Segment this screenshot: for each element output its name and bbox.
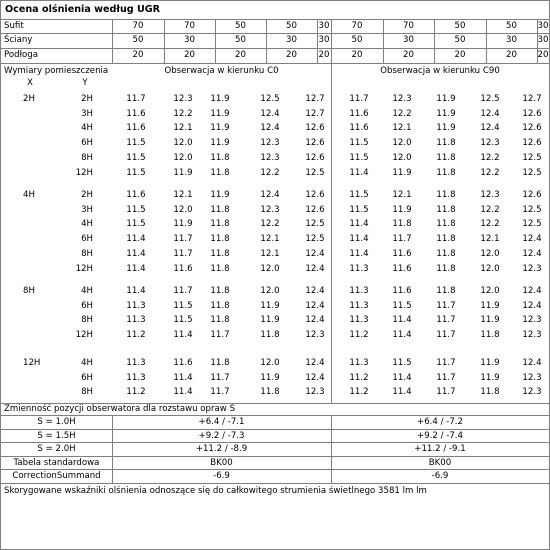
- ugr-value-c0: 11.7: [210, 330, 230, 341]
- ugr-value-c0: 12.5: [305, 234, 325, 245]
- room-y-dimension: 2H: [81, 190, 93, 200]
- ugr-value-c0: 11.8: [210, 234, 230, 245]
- ugr-value-c0: 11.5: [126, 138, 146, 149]
- ugr-value-c0: 12.6: [305, 190, 325, 200]
- room-y-dimension: 4H: [81, 219, 93, 230]
- ugr-value-c90: 11.9: [480, 358, 500, 368]
- ugr-value-c0: 12.4: [260, 190, 280, 200]
- ugr-value-c0: 12.4: [305, 372, 325, 383]
- ugr-value-c0: 11.9: [173, 219, 193, 230]
- ugr-value-c0: 11.5: [173, 300, 193, 311]
- room-y-dimension: 4H: [81, 286, 93, 296]
- ugr-value-c0: 12.4: [305, 263, 325, 274]
- room-x-dimension: 2H: [23, 94, 35, 104]
- reflectance-value: 20: [537, 50, 549, 60]
- reflectance-value: 70: [184, 21, 195, 31]
- ugr-value-c90: 11.6: [392, 286, 412, 296]
- ugr-value-c90: 11.3: [349, 300, 369, 311]
- reflectance-value: 30: [537, 21, 549, 31]
- ugr-value-c90: 12.2: [392, 108, 412, 119]
- room-y-dimension: 12H: [75, 330, 93, 341]
- ugr-value-c90: 11.4: [392, 330, 412, 341]
- variation-c90: +9.2 / -7.4: [417, 431, 463, 441]
- ugr-value-c90: 12.5: [522, 204, 542, 215]
- room-y-dimension: 8H: [81, 152, 93, 163]
- reflectance-value: 50: [454, 35, 466, 45]
- room-x-dimension: 12H: [23, 358, 41, 368]
- ugr-value-c90: 12.4: [522, 234, 542, 245]
- ugr-value-c90: 11.3: [349, 315, 369, 326]
- ugr-value-c0: 11.5: [173, 315, 193, 326]
- ugr-value-c90: 11.8: [436, 138, 456, 149]
- room-y-dimension: 6H: [81, 300, 93, 311]
- ugr-value-c0: 11.6: [126, 190, 146, 200]
- ugr-value-c0: 11.6: [126, 123, 146, 134]
- ugr-value-c90: 11.9: [436, 123, 456, 134]
- reflectance-value: 50: [351, 35, 363, 45]
- ugr-value-c90: 11.5: [349, 138, 369, 149]
- reflectance-value: 20: [132, 50, 144, 60]
- room-x-dimension: 4H: [23, 190, 35, 200]
- ugr-value-c90: 11.9: [436, 108, 456, 119]
- ugr-value-c90: 11.8: [436, 152, 456, 163]
- ugr-value-c90: 11.7: [349, 94, 369, 104]
- reflectance-value: 50: [286, 21, 297, 31]
- room-y-dimension: 6H: [81, 372, 93, 383]
- ugr-value-c90: 11.8: [436, 204, 456, 215]
- ugr-value-c0: 11.8: [260, 330, 280, 341]
- ugr-value-c90: 11.8: [392, 219, 412, 230]
- ugr-value-c90: 11.7: [436, 330, 456, 341]
- reflectance-value: 20: [318, 50, 330, 60]
- ugr-value-c90: 12.0: [480, 248, 500, 259]
- ugr-value-c0: 11.5: [126, 219, 146, 230]
- ugr-value-c90: 12.4: [522, 286, 542, 296]
- ugr-value-c90: 11.7: [392, 234, 412, 245]
- ugr-value-c0: 11.7: [126, 94, 146, 104]
- ugr-value-c0: 11.4: [126, 263, 146, 274]
- ugr-value-c0: 11.6: [173, 263, 193, 274]
- ugr-value-c0: 12.0: [260, 263, 280, 274]
- ugr-value-c0: 12.0: [260, 286, 280, 296]
- reflectance-value: 20: [286, 50, 297, 60]
- standard-table-label: Tabela standardowa: [13, 458, 100, 468]
- ugr-value-c90: 11.9: [392, 204, 412, 215]
- ugr-value-c90: 11.3: [349, 358, 369, 368]
- standard-table-c0: BK00: [210, 458, 233, 468]
- room-y-dimension: 3H: [81, 204, 93, 215]
- reflectance-value: 50: [506, 21, 517, 31]
- reflectance-value: 30: [537, 35, 549, 45]
- ugr-value-c0: 11.4: [173, 387, 193, 398]
- ugr-value-c0: 11.8: [210, 248, 230, 259]
- ugr-value-c90: 11.6: [349, 123, 369, 134]
- ugr-value-c90: 12.5: [522, 219, 542, 230]
- ugr-value-c0: 11.3: [126, 315, 146, 326]
- ugr-value-c90: 12.6: [522, 190, 542, 200]
- ugr-value-c90: 11.9: [392, 167, 412, 178]
- ugr-value-c90: 12.0: [392, 138, 412, 149]
- ugr-value-c90: 11.3: [349, 263, 369, 274]
- ugr-value-c0: 12.4: [305, 248, 325, 259]
- reflectance-value: 20: [403, 50, 414, 60]
- ugr-value-c0: 11.7: [210, 387, 230, 398]
- ugr-value-c90: 12.2: [480, 167, 500, 178]
- ugr-value-c90: 12.0: [480, 263, 500, 274]
- ugr-value-c0: 12.3: [173, 94, 193, 104]
- reflectance-label: Ściany: [4, 35, 33, 45]
- correction-label: CorrectionSummand: [12, 471, 101, 481]
- ugr-value-c90: 12.1: [480, 234, 500, 245]
- ugr-value-c90: 11.4: [349, 219, 369, 230]
- room-y-dimension: 2H: [81, 94, 93, 104]
- ugr-value-c0: 11.8: [210, 204, 230, 215]
- ugr-value-c90: 11.4: [349, 234, 369, 245]
- ugr-value-c90: 12.2: [480, 152, 500, 163]
- ugr-value-c0: 12.6: [305, 152, 325, 163]
- ugr-value-c0: 11.3: [126, 300, 146, 311]
- x-label: X: [27, 78, 33, 88]
- ugr-value-c0: 11.8: [210, 263, 230, 274]
- ugr-value-c0: 12.0: [260, 358, 280, 368]
- reflectance-value: 20: [351, 50, 363, 60]
- room-y-dimension: 6H: [81, 234, 93, 245]
- reflectance-value: 70: [132, 21, 144, 31]
- reflectance-value: 50: [454, 21, 466, 31]
- ugr-value-c90: 11.9: [480, 315, 500, 326]
- footnote: Skorygowane wskaźniki olśnienia odnoszące się do całkowitego strumienia świetlnego 3581 lm lm: [4, 486, 427, 496]
- ugr-value-c90: 11.2: [349, 387, 369, 398]
- ugr-value-c90: 11.4: [349, 248, 369, 259]
- ugr-value-c90: 12.2: [480, 204, 500, 215]
- ugr-value-c90: 12.3: [480, 138, 500, 149]
- obs-c0-label: Obserwacja w kierunku C0: [164, 66, 279, 76]
- spacing-label: S = 1.5H: [37, 431, 76, 441]
- ugr-value-c90: 12.1: [392, 123, 412, 134]
- ugr-value-c0: 12.1: [173, 123, 193, 134]
- ugr-value-c0: 11.9: [260, 372, 280, 383]
- ugr-value-c90: 12.3: [522, 330, 542, 341]
- ugr-value-c0: 11.7: [210, 372, 230, 383]
- spacing-label: S = 1.0H: [37, 417, 76, 427]
- ugr-value-c0: 11.8: [260, 387, 280, 398]
- ugr-value-c90: 11.9: [436, 94, 456, 104]
- ugr-value-c0: 11.4: [126, 234, 146, 245]
- ugr-value-c0: 12.3: [260, 204, 280, 215]
- ugr-value-c0: 12.3: [305, 387, 325, 398]
- reflectance-value: 30: [184, 35, 195, 45]
- ugr-value-c0: 11.7: [173, 248, 193, 259]
- ugr-value-c90: 11.8: [436, 286, 456, 296]
- ugr-value-c0: 11.9: [210, 190, 230, 200]
- ugr-value-c0: 12.3: [260, 152, 280, 163]
- room-y-dimension: 8H: [81, 387, 93, 398]
- table-title: Ocena olśnienia według UGR: [5, 4, 161, 15]
- ugr-value-c90: 12.3: [522, 372, 542, 383]
- ugr-value-c0: 12.5: [305, 219, 325, 230]
- reflectance-value: 20: [184, 50, 195, 60]
- ugr-value-c0: 11.8: [210, 167, 230, 178]
- ugr-value-c90: 12.7: [522, 94, 542, 104]
- ugr-value-c0: 11.4: [126, 286, 146, 296]
- ugr-value-c90: 11.2: [349, 330, 369, 341]
- ugr-value-c90: 11.5: [392, 358, 412, 368]
- ugr-value-c90: 12.6: [522, 108, 542, 119]
- ugr-value-c90: 12.4: [480, 108, 500, 119]
- ugr-value-c90: 12.3: [522, 315, 542, 326]
- ugr-value-c0: 12.1: [260, 234, 280, 245]
- ugr-value-c0: 12.3: [305, 330, 325, 341]
- room-y-dimension: 8H: [81, 315, 93, 326]
- ugr-value-c90: 12.4: [522, 248, 542, 259]
- v-rule: [331, 63, 332, 403]
- ugr-value-c90: 11.8: [436, 190, 456, 200]
- h-rule: [1, 483, 549, 484]
- reflectance-value: 30: [506, 35, 517, 45]
- reflectance-value: 20: [235, 50, 246, 60]
- variation-c90: +11.2 / -9.1: [414, 444, 466, 454]
- standard-table-c90: BK00: [428, 458, 452, 468]
- room-y-dimension: 4H: [81, 358, 93, 368]
- ugr-value-c0: 11.8: [210, 315, 230, 326]
- variation-c0: +9.2 / -7.3: [198, 431, 245, 441]
- ugr-value-c0: 11.8: [210, 152, 230, 163]
- ugr-value-c0: 12.7: [305, 108, 325, 119]
- observer-variation-label: Zmienność pozycji obserwatora dla rozstawu opraw S: [4, 404, 236, 414]
- ugr-value-c90: 12.2: [480, 219, 500, 230]
- ugr-value-c0: 11.7: [173, 234, 193, 245]
- room-y-dimension: 8H: [81, 248, 93, 259]
- ugr-value-c90: 11.6: [392, 263, 412, 274]
- ugr-value-c90: 11.9: [480, 372, 500, 383]
- ugr-value-c0: 12.2: [173, 108, 193, 119]
- ugr-value-c90: 11.4: [392, 315, 412, 326]
- ugr-value-c0: 11.2: [126, 387, 146, 398]
- ugr-value-c90: 12.1: [392, 190, 412, 200]
- ugr-value-c90: 12.3: [480, 190, 500, 200]
- ugr-value-c0: 11.4: [173, 330, 193, 341]
- ugr-value-c0: 11.5: [126, 152, 146, 163]
- dimensions-label: Wymiary pomieszczenia: [4, 66, 109, 76]
- ugr-value-c90: 11.2: [349, 372, 369, 383]
- ugr-value-c90: 12.5: [480, 94, 500, 104]
- reflectance-value: 70: [351, 21, 363, 31]
- ugr-value-c90: 11.7: [436, 300, 456, 311]
- ugr-value-c90: 12.3: [522, 263, 542, 274]
- ugr-value-c0: 11.9: [210, 123, 230, 134]
- ugr-value-c0: 12.5: [260, 94, 280, 104]
- ugr-value-c90: 11.8: [436, 167, 456, 178]
- ugr-value-c0: 12.6: [305, 138, 325, 149]
- correction-c0: -6.9: [213, 471, 230, 481]
- ugr-value-c0: 11.6: [126, 108, 146, 119]
- reflectance-value: 50: [235, 21, 246, 31]
- ugr-value-c90: 11.8: [436, 234, 456, 245]
- ugr-value-c0: 11.8: [210, 300, 230, 311]
- variation-c0: +6.4 / -7.1: [198, 417, 245, 427]
- ugr-value-c0: 11.3: [126, 372, 146, 383]
- ugr-value-c0: 11.8: [210, 358, 230, 368]
- spacing-label: S = 2.0H: [37, 444, 76, 454]
- ugr-value-c90: 11.7: [436, 372, 456, 383]
- reflectance-value: 30: [286, 35, 297, 45]
- ugr-value-c90: 12.5: [522, 152, 542, 163]
- ugr-value-c90: 11.8: [436, 263, 456, 274]
- ugr-value-c0: 12.5: [305, 167, 325, 178]
- ugr-value-c0: 12.4: [305, 358, 325, 368]
- y-label: Y: [82, 78, 88, 88]
- ugr-value-c90: 12.6: [522, 138, 542, 149]
- ugr-value-c90: 12.4: [522, 300, 542, 311]
- ugr-value-c0: 12.2: [260, 219, 280, 230]
- ugr-value-c0: 11.9: [260, 315, 280, 326]
- reflectance-label: Podłoga: [4, 50, 39, 60]
- ugr-value-c0: 12.2: [260, 167, 280, 178]
- ugr-value-c0: 12.4: [305, 300, 325, 311]
- room-y-dimension: 12H: [75, 263, 93, 274]
- ugr-value-c90: 11.7: [436, 315, 456, 326]
- ugr-value-c90: 11.4: [392, 372, 412, 383]
- ugr-value-c90: 11.6: [392, 248, 412, 259]
- room-y-dimension: 12H: [75, 167, 93, 178]
- reflectance-value: 50: [132, 35, 144, 45]
- ugr-value-c0: 11.5: [126, 204, 146, 215]
- ugr-value-c90: 11.3: [349, 286, 369, 296]
- reflectance-value: 20: [506, 50, 517, 60]
- ugr-value-c0: 12.0: [173, 152, 193, 163]
- ugr-value-c90: 11.8: [436, 248, 456, 259]
- ugr-value-c0: 12.0: [173, 138, 193, 149]
- reflectance-value: 30: [318, 35, 330, 45]
- reflectance-value: 30: [318, 21, 330, 31]
- ugr-value-c90: 12.3: [392, 94, 412, 104]
- ugr-value-c0: 11.4: [173, 372, 193, 383]
- ugr-value-c90: 11.5: [349, 204, 369, 215]
- ugr-value-c0: 12.7: [305, 94, 325, 104]
- ugr-value-c0: 12.4: [260, 123, 280, 134]
- ugr-value-c90: 12.4: [480, 123, 500, 134]
- ugr-value-c90: 11.5: [349, 152, 369, 163]
- ugr-value-c0: 12.0: [173, 204, 193, 215]
- ugr-value-c0: 11.4: [126, 248, 146, 259]
- ugr-value-c90: 11.7: [436, 358, 456, 368]
- ugr-value-c0: 11.9: [210, 108, 230, 119]
- room-x-dimension: 8H: [23, 286, 35, 296]
- ugr-value-c0: 11.7: [173, 286, 193, 296]
- obs-c90-label: Obserwacja w kierunku C90: [380, 66, 500, 76]
- ugr-value-c0: 11.5: [126, 167, 146, 178]
- reflectance-label: Sufit: [4, 21, 24, 31]
- ugr-value-c90: 11.8: [480, 330, 500, 341]
- ugr-value-c90: 12.5: [522, 167, 542, 178]
- ugr-value-c90: 11.5: [392, 300, 412, 311]
- ugr-value-c90: 11.6: [349, 108, 369, 119]
- ugr-value-c90: 12.4: [522, 358, 542, 368]
- ugr-value-c90: 12.6: [522, 123, 542, 134]
- ugr-value-c90: 12.0: [480, 286, 500, 296]
- reflectance-value: 50: [235, 35, 246, 45]
- ugr-value-c0: 12.1: [173, 190, 193, 200]
- ugr-value-c90: 11.9: [480, 300, 500, 311]
- correction-c90: -6.9: [431, 471, 449, 481]
- ugr-value-c90: 11.8: [480, 387, 500, 398]
- reflectance-value: 70: [403, 21, 414, 31]
- ugr-value-c90: 11.4: [349, 167, 369, 178]
- ugr-value-c0: 11.2: [126, 330, 146, 341]
- ugr-value-c90: 11.4: [392, 387, 412, 398]
- variation-c90: +6.4 / -7.2: [417, 417, 463, 427]
- ugr-value-c0: 11.9: [210, 94, 230, 104]
- ugr-value-c0: 11.3: [126, 358, 146, 368]
- ugr-value-c0: 12.4: [305, 315, 325, 326]
- ugr-value-c0: 12.4: [305, 286, 325, 296]
- ugr-value-c90: 11.8: [436, 219, 456, 230]
- ugr-value-c90: 12.0: [392, 152, 412, 163]
- ugr-value-c0: 12.4: [260, 108, 280, 119]
- room-y-dimension: 6H: [81, 138, 93, 149]
- room-y-dimension: 4H: [81, 123, 93, 134]
- h-rule: [1, 63, 549, 64]
- ugr-value-c0: 11.9: [173, 167, 193, 178]
- ugr-value-c0: 11.8: [210, 286, 230, 296]
- reflectance-value: 20: [454, 50, 466, 60]
- ugr-value-c0: 11.8: [210, 219, 230, 230]
- ugr-value-c0: 12.3: [260, 138, 280, 149]
- ugr-value-c0: 12.1: [260, 248, 280, 259]
- ugr-value-c0: 11.9: [210, 138, 230, 149]
- ugr-value-c90: 11.7: [436, 387, 456, 398]
- ugr-value-c90: 12.3: [522, 387, 542, 398]
- ugr-value-c90: 11.5: [349, 190, 369, 200]
- reflectance-value: 30: [403, 35, 414, 45]
- ugr-value-c0: 11.6: [173, 358, 193, 368]
- room-y-dimension: 3H: [81, 108, 93, 119]
- ugr-value-c0: 12.6: [305, 123, 325, 134]
- ugr-value-c0: 12.6: [305, 204, 325, 215]
- ugr-value-c0: 11.9: [260, 300, 280, 311]
- variation-c0: +11.2 / -8.9: [195, 444, 248, 454]
